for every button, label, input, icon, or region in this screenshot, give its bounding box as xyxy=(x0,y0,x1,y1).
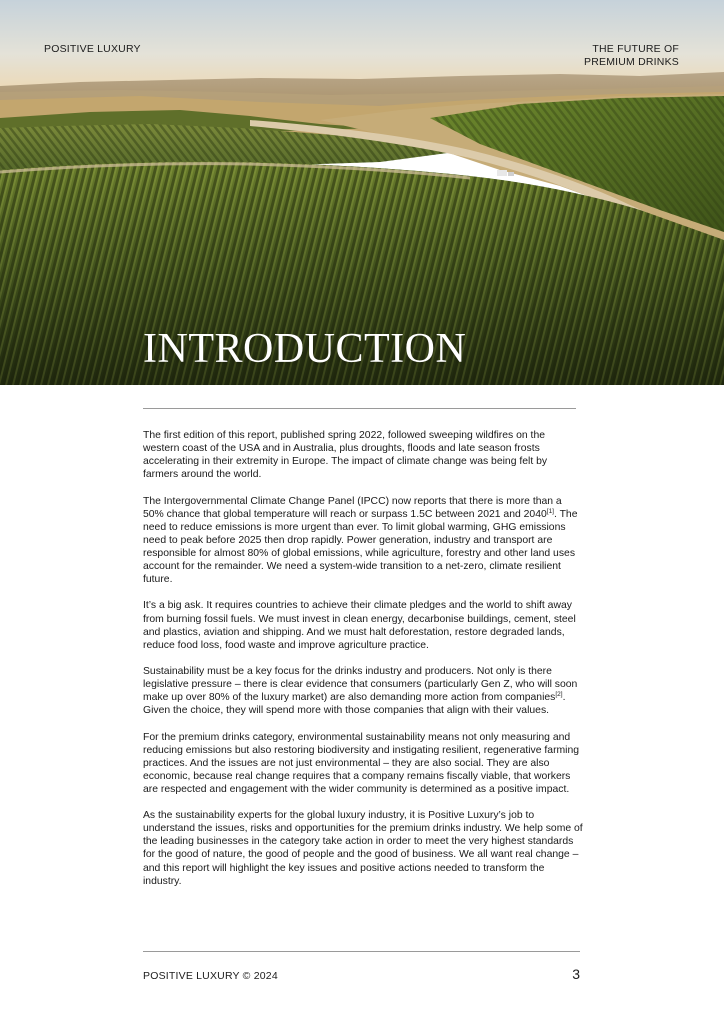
paragraph-1: The first edition of this report, published spring 2022, followed sweeping wildfires on the western coast of the USA and in Australia, plus droughts, floods and late season frosts accelerating in their extremity in Europe. The impact of climate change was being felt by farmers around the world. xyxy=(143,430,548,481)
footnote-ref-2: [2] xyxy=(555,691,563,699)
report-title-line2: PREMIUM DRINKS xyxy=(584,56,679,68)
paragraph-2-text-a: The Intergovernmental Climate Change Panel (IPCC) now reports that there is more than a 50% chance that global temperature will reach or surpass 1.5C between 2021 and 2040 xyxy=(143,495,562,520)
footnote-ref-1: [1] xyxy=(546,507,554,515)
brand-name: POSITIVE LUXURY xyxy=(44,43,141,55)
report-title-line1: THE FUTURE OF xyxy=(592,43,679,55)
paragraph-4-text-a: Sustainability must be a key focus for the drinks industry and producers. Not only is there legislative pressure – there is clear evidence that consumers (particularly Gen Z, who will soon make up over 80% of the luxury market) are also demanding more action from companies xyxy=(143,665,578,704)
footer-copyright: POSITIVE LUXURY © 2024 xyxy=(143,970,278,982)
paragraph-5: For the premium drinks category, environmental sustainability means not only measuring and reducing emissions but also restoring biodiversity and instigating resilient, regenerative farming practices. And the issues are not just environmental – they are also social. They are also economic, because real change requires that a company remains fiscally viable, that workers are respected and engagement with the wider community is determined as a positive impact. xyxy=(143,731,580,795)
report-title xyxy=(584,43,679,69)
paragraph-4-text-b: . Given the choice, they will spend more with those companies that align with their values. xyxy=(143,692,566,717)
body-text xyxy=(143,429,583,901)
paragraph-6: As the sustainability experts for the global luxury industry, it is Positive Luxury’s job to understand the issues, risks and opportunities for the premium drinks industry. We help some of the leading businesses in the category take action in order to meet the very highest standards for the good of nature, the good of people and the good of business. We all want real change – and this report will highlight the key issues and positive actions needed to transform the industry. xyxy=(143,810,583,887)
top-divider xyxy=(143,408,576,409)
paragraph-3: It’s a big ask. It requires countries to achieve their climate pledges and the world to shift away from burning fossil fuels. We must invest in clean energy, decarbonise buildings, cement, steel and plastics, aviation and shipping. And we must halt deforestation, restore degraded lands, reduce food loss, food waste and improve agriculture practice. xyxy=(143,600,576,651)
paragraph-2 xyxy=(143,495,583,587)
paragraph-2-text-b: . The need to reduce emissions is more urgent than ever. To limit global warming, GHG emissions need to peak before 2025 then drop rapidly. Power generation, industry and transport are responsible for almost 80% of global emissions, while agriculture, forestry and other land uses account for the remainder. We need a system-wide transition to a net-zero, climate resilient future. xyxy=(143,508,578,586)
page-number: 3 xyxy=(572,966,580,982)
bottom-divider xyxy=(143,951,580,952)
section-title: INTRODUCTION xyxy=(143,326,467,372)
paragraph-4 xyxy=(143,665,583,717)
